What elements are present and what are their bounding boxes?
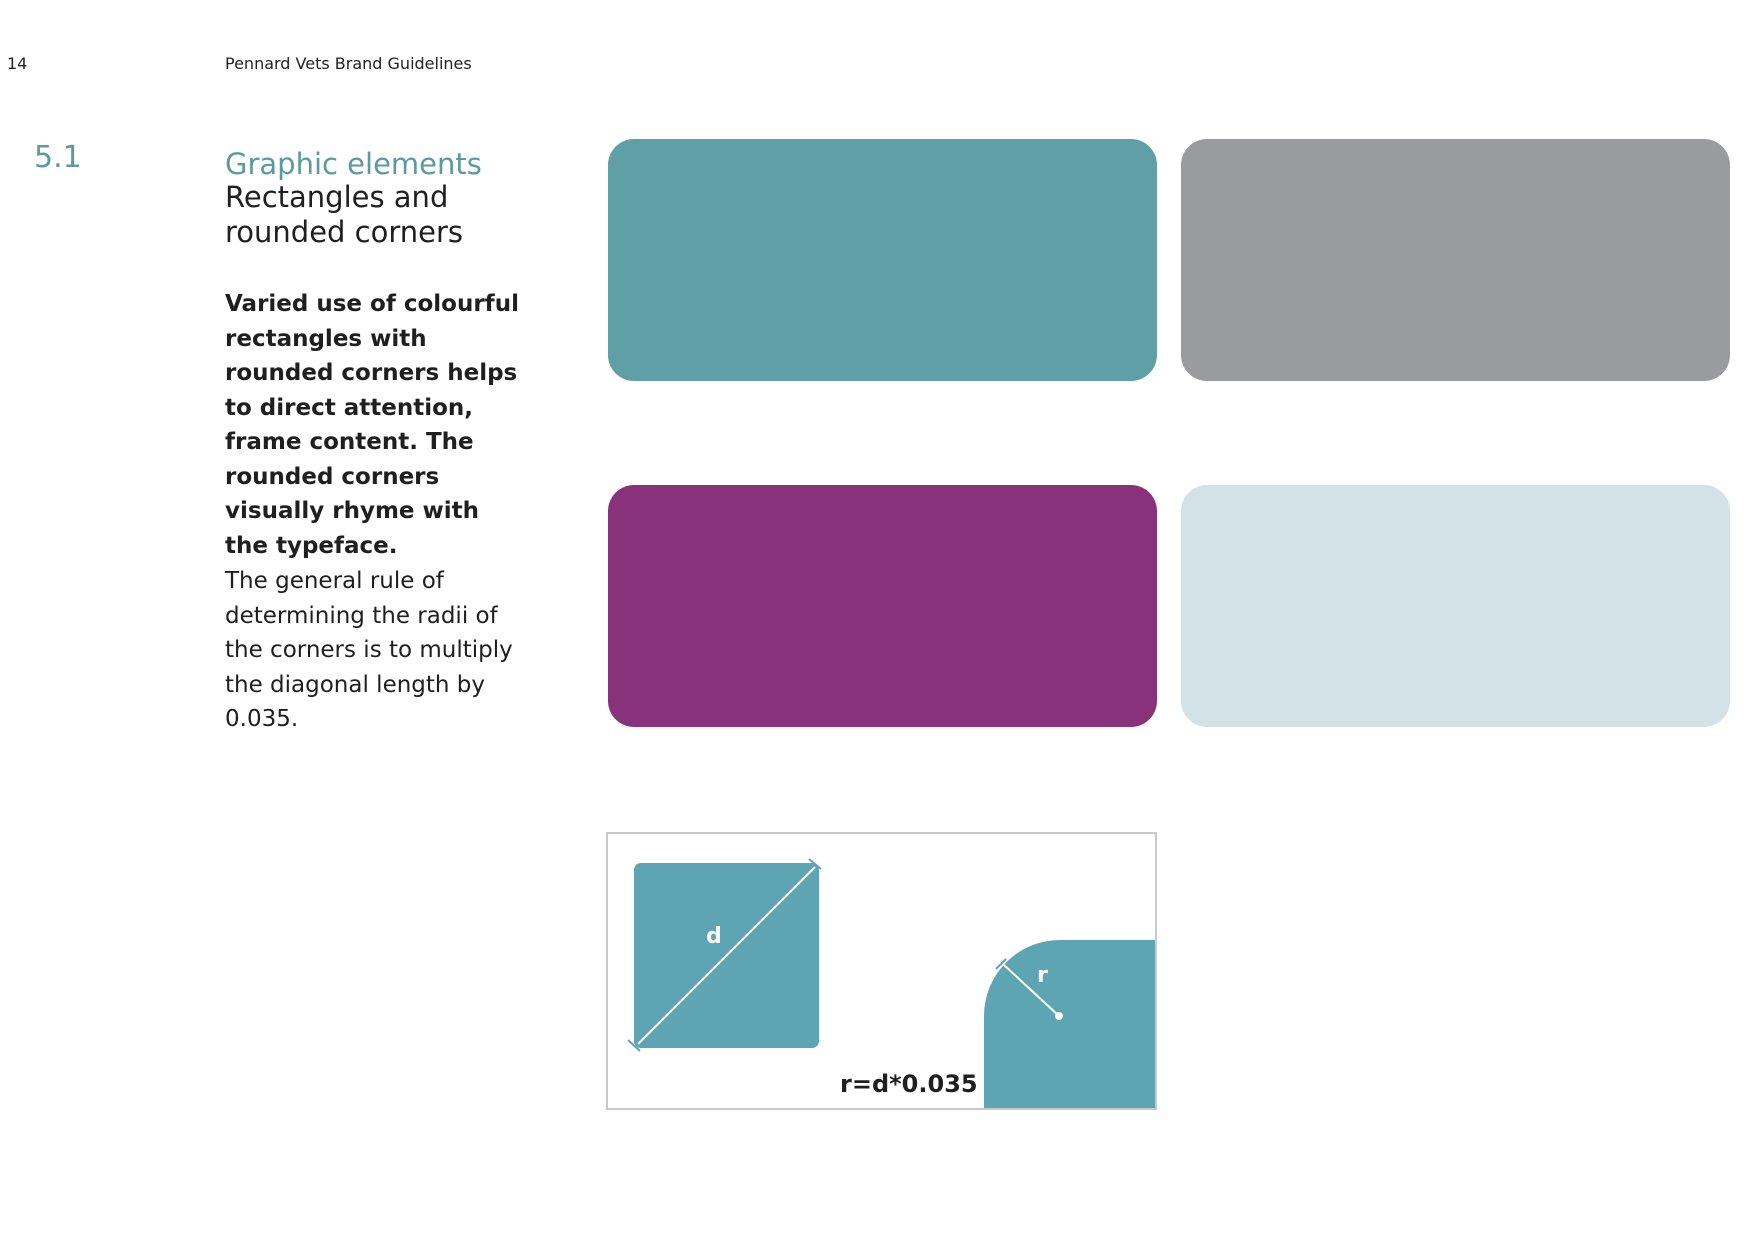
radius-formula: r=d*0.035 (840, 1070, 978, 1098)
radius-center-dot (1055, 1012, 1063, 1020)
running-head: Pennard Vets Brand Guidelines (225, 54, 472, 73)
swatch-purple (608, 485, 1157, 727)
section-title: Graphic elements (225, 147, 482, 181)
rounded-corner-shape (984, 940, 1157, 1110)
section-number: 5.1 (34, 140, 82, 175)
diagram-graphic (608, 834, 1157, 1110)
diagonal-label: d (706, 924, 722, 949)
radius-label: r (1037, 963, 1048, 988)
swatch-light-blue (1181, 485, 1730, 727)
lead-paragraph: Varied use of colourful rectangles with rounded corners helps to direct attention, frame content. The rounded corners visually rhyme with the typeface. (225, 291, 519, 559)
swatch-teal (608, 139, 1157, 381)
body-paragraph: The general rule of determining the radii of the corners is to multiply the diagonal length by 0.035. (225, 568, 513, 732)
page-number: 14 (7, 54, 28, 73)
corner-radius-diagram (606, 832, 1157, 1110)
swatch-grey (1181, 139, 1730, 381)
page-heading: Rectangles and rounded corners (225, 180, 464, 249)
